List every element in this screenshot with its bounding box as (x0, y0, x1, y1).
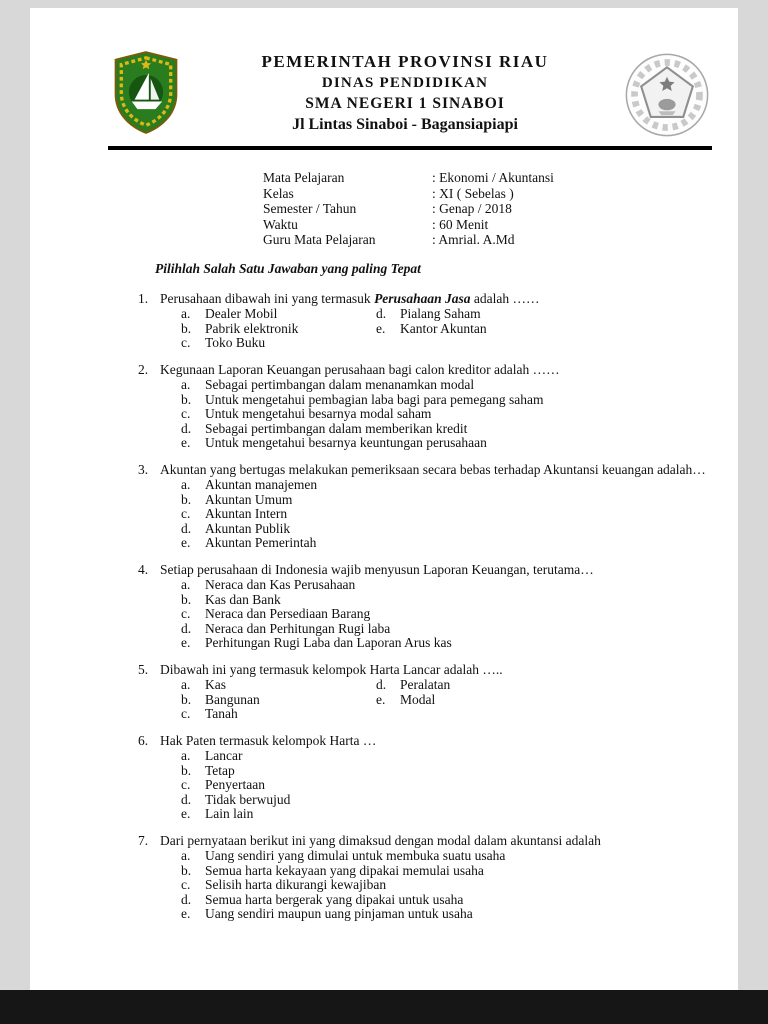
option-letter: e. (181, 535, 191, 550)
viewer-bottom-bar (0, 990, 768, 1024)
option-label: Untuk mengetahui besarnya keuntungan perusahaan (205, 435, 487, 450)
question-text: Hak Paten termasuk kelompok Harta … (160, 732, 377, 748)
answer-option (181, 536, 712, 551)
info-value: : Genap / 2018 (432, 201, 512, 216)
answer-option (181, 764, 712, 779)
option-letter: c. (181, 406, 191, 421)
info-value: : XI ( Sebelas ) (432, 185, 514, 201)
option-letter: c. (181, 877, 191, 892)
answer-option (181, 878, 712, 893)
exam-document-page (30, 8, 738, 990)
option-letter: d. (181, 420, 192, 436)
question-item (108, 834, 712, 922)
option-label: Neraca dan Perhitungan Rugi laba (205, 620, 391, 636)
question-body (160, 663, 712, 722)
answer-option (181, 393, 712, 408)
answer-option (181, 864, 712, 879)
question-item (108, 563, 712, 651)
option-label: Tidak berwujud (205, 791, 291, 807)
option-label: Tetap (205, 762, 235, 778)
info-value: : Amrial. A.Md (432, 232, 515, 247)
option-letter: a. (181, 677, 191, 692)
info-row-subject (263, 170, 712, 186)
question-item (108, 734, 712, 822)
info-row-teacher (263, 232, 712, 248)
option-label: Selisih harta dikurangi kewajiban (205, 877, 387, 892)
answer-option (181, 478, 712, 493)
option-letter: b. (181, 591, 192, 607)
question-item (108, 463, 712, 551)
option-label: Neraca dan Kas Perusahaan (205, 577, 356, 592)
question-number: 4. (138, 561, 149, 577)
question-number: 1. (138, 290, 149, 306)
question-list (108, 292, 712, 922)
option-letter: c. (181, 506, 191, 521)
question-text-bold: Perusahaan Jasa (374, 290, 471, 306)
option-letter: b. (181, 862, 192, 878)
options-column-2 (376, 307, 712, 351)
option-letter: b. (181, 491, 192, 507)
school-address: Jl Lintas Sinaboi - Bagansiapiapi (292, 116, 518, 133)
option-letter: b. (181, 320, 192, 336)
option-label: Akuntan manajemen (205, 477, 318, 492)
answer-option (376, 322, 712, 337)
question-text: Dari pernyataan berikut ini yang dimaksud dengan modal dalam akuntansi adalah (160, 832, 601, 848)
option-label: Untuk mengetahui pembagian laba bagi para pemegang saham (205, 391, 544, 407)
answer-option (181, 893, 712, 908)
riau-crest-icon (108, 50, 184, 136)
question-body (160, 363, 712, 451)
answer-option (181, 593, 712, 608)
option-letter: c. (181, 706, 191, 721)
question-body (160, 292, 712, 351)
options-two-column (181, 307, 712, 351)
option-letter: a. (181, 748, 191, 763)
question-number: 2. (138, 361, 149, 377)
answer-option (181, 322, 376, 337)
school-name: SMA NEGERI 1 SINABOI (305, 95, 505, 112)
option-letter: e. (181, 635, 191, 650)
question-number: 5. (138, 661, 149, 677)
question-text-pre: Perusahaan dibawah ini yang termasuk (160, 290, 375, 306)
info-label: Mata Pelajaran (263, 170, 345, 185)
info-label: Semester / Tahun (263, 201, 357, 216)
option-letter: c. (181, 777, 191, 792)
option-letter: d. (181, 791, 192, 807)
education-ministry-icon (624, 52, 710, 138)
option-letter: a. (181, 377, 191, 392)
answer-option (181, 778, 712, 793)
question-item (108, 363, 712, 451)
info-label: Kelas (263, 185, 294, 201)
letterhead-divider (108, 146, 712, 150)
question-text: Dibawah ini yang termasuk kelompok Harta Lancar adalah ….. (160, 661, 503, 677)
options-list (181, 478, 712, 551)
letterhead-text (186, 46, 624, 134)
answer-option (181, 678, 376, 693)
question-text (160, 292, 712, 307)
info-label: Guru Mata Pelajaran (263, 232, 376, 247)
option-label: Perhitungan Rugi Laba dan Laporan Arus kas (205, 635, 452, 650)
riau-province-crest-logo (108, 50, 186, 136)
answer-option (376, 693, 712, 708)
option-letter: e. (376, 320, 386, 336)
answer-option (181, 793, 712, 808)
option-letter: a. (181, 306, 191, 321)
options-column-1 (181, 678, 376, 722)
option-letter: e. (181, 806, 191, 821)
option-label: Dealer Mobil (205, 306, 278, 321)
option-label: Semua harta kekayaan yang dipakai memulai usaha (205, 862, 484, 878)
question-body (160, 563, 712, 651)
options-list (181, 578, 712, 651)
option-letter: c. (181, 606, 191, 621)
option-label: Akuntan Umum (205, 491, 293, 507)
option-label: Bangunan (205, 691, 260, 707)
option-label: Lancar (205, 748, 243, 763)
option-label: Toko Buku (205, 335, 266, 350)
answer-option (181, 636, 712, 651)
info-row-semester (263, 201, 712, 217)
option-letter: d. (181, 520, 192, 536)
option-letter: b. (181, 391, 192, 407)
options-two-column (181, 678, 712, 722)
government-name: PEMERINTAH PROVINSI RIAU (261, 52, 549, 71)
option-label: Kantor Akuntan (400, 320, 487, 336)
option-label: Modal (400, 691, 436, 707)
option-label: Lain lain (205, 806, 254, 821)
answer-option (376, 307, 712, 322)
answer-option (181, 507, 712, 522)
options-column-2 (376, 678, 712, 722)
option-letter: d. (181, 891, 192, 907)
info-label: Waktu (263, 216, 298, 232)
answer-option (181, 607, 712, 622)
option-label: Sebagai pertimbangan dalam menanamkan modal (205, 377, 475, 392)
department-name: DINAS PENDIDIKAN (321, 75, 489, 91)
answer-option (181, 407, 712, 422)
option-letter: b. (181, 762, 192, 778)
answer-option (181, 807, 712, 822)
option-letter: a. (181, 477, 191, 492)
answer-option (181, 422, 712, 437)
question-body (160, 834, 712, 922)
option-letter: d. (376, 677, 387, 692)
option-label: Neraca dan Persediaan Barang (205, 606, 371, 621)
option-label: Pialang Saham (400, 306, 481, 321)
option-label: Kas (205, 677, 226, 692)
question-body (160, 463, 712, 551)
option-label: Akuntan Publik (205, 520, 291, 536)
answer-option (181, 307, 376, 322)
option-letter: e. (181, 435, 191, 450)
question-text: Kegunaan Laporan Keuangan perusahaan bagi calon kreditor adalah …… (160, 361, 560, 377)
options-list (181, 849, 712, 922)
answer-option (181, 436, 712, 451)
info-value: : Ekonomi / Akuntansi (432, 170, 554, 185)
options-list (181, 378, 712, 451)
answer-option (181, 849, 712, 864)
option-label: Akuntan Pemerintah (205, 535, 317, 550)
question-item (108, 663, 712, 722)
question-text: Akuntan yang bertugas melakukan pemeriksaan secara bebas terhadap Akuntansi keuangan adalah… (160, 461, 706, 477)
question-number: 7. (138, 832, 149, 848)
answer-option (181, 707, 376, 722)
question-number: 3. (138, 461, 149, 477)
info-row-class (263, 186, 712, 202)
answer-option (181, 493, 712, 508)
exam-instruction: Pilihlah Salah Satu Jawaban yang paling Tepat (155, 260, 421, 276)
option-letter: a. (181, 577, 191, 592)
exam-info-block (263, 170, 712, 248)
question-number: 6. (138, 732, 149, 748)
option-letter: e. (376, 691, 386, 707)
option-label: Tanah (205, 706, 238, 721)
option-label: Untuk mengetahui besarnya modal saham (205, 406, 432, 421)
option-label: Uang sendiri maupun uang pinjaman untuk usaha (205, 906, 473, 921)
letterhead (108, 46, 712, 138)
option-label: Kas dan Bank (205, 591, 281, 607)
option-letter: d. (376, 306, 387, 321)
info-value: : 60 Menit (432, 216, 489, 232)
answer-option (181, 378, 712, 393)
answer-option (181, 522, 712, 537)
answer-option (181, 907, 712, 922)
answer-option (181, 578, 712, 593)
options-list (181, 749, 712, 822)
options-column-1 (181, 307, 376, 351)
answer-option (376, 678, 712, 693)
info-row-time (263, 217, 712, 233)
answer-option (181, 622, 712, 637)
question-body (160, 734, 712, 822)
question-item (108, 292, 712, 351)
option-letter: d. (181, 620, 192, 636)
option-letter: a. (181, 848, 191, 863)
question-text-post: adalah …… (470, 290, 540, 306)
tut-wuri-handayani-logo (624, 52, 712, 138)
option-label: Semua harta bergerak yang dipakai untuk usaha (205, 891, 464, 907)
option-label: Peralatan (400, 677, 451, 692)
answer-option (181, 749, 712, 764)
option-label: Penyertaan (205, 777, 265, 792)
option-label: Pabrik elektronik (205, 320, 299, 336)
answer-option (181, 693, 376, 708)
option-label: Uang sendiri yang dimulai untuk membuka suatu usaha (205, 848, 506, 863)
option-letter: c. (181, 335, 191, 350)
option-label: Akuntan Intern (205, 506, 288, 521)
option-letter: b. (181, 691, 192, 707)
answer-option (181, 336, 376, 351)
option-label: Sebagai pertimbangan dalam memberikan kredit (205, 420, 468, 436)
question-text: Setiap perusahaan di Indonesia wajib menyusun Laporan Keuangan, terutama… (160, 561, 594, 577)
option-letter: e. (181, 906, 191, 921)
